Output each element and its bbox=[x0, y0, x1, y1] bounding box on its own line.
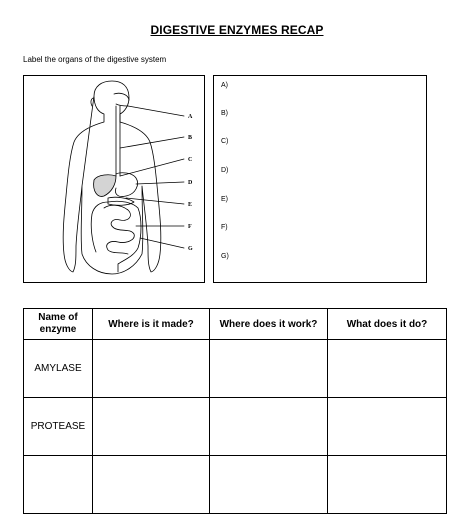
pointer-line-e bbox=[126, 198, 184, 204]
header-where-made: Where is it made? bbox=[93, 309, 210, 340]
where-works-cell[interactable] bbox=[210, 340, 328, 398]
digestive-system-diagram bbox=[23, 75, 205, 283]
pointer-letter-g: G bbox=[188, 246, 193, 252]
where-made-cell[interactable] bbox=[93, 456, 210, 514]
where-made-cell[interactable] bbox=[93, 340, 210, 398]
header-name-of-enzyme: Name of enzyme bbox=[24, 309, 93, 340]
pointer-letter-a: A bbox=[188, 114, 193, 120]
enzyme-name-cell: AMYLASE bbox=[24, 340, 93, 398]
answer-label-e: E) bbox=[221, 196, 228, 203]
pointer-letter-c: C bbox=[188, 157, 193, 163]
stomach-outline bbox=[115, 173, 137, 197]
answer-label-f: F) bbox=[221, 224, 228, 231]
where-works-cell[interactable] bbox=[210, 456, 328, 514]
table-row bbox=[24, 340, 447, 398]
large-intestine-outline bbox=[91, 201, 141, 272]
small-intestine-outline bbox=[104, 205, 134, 254]
table-header-row bbox=[24, 309, 447, 340]
answer-label-c: C) bbox=[221, 138, 229, 145]
what-does-cell[interactable] bbox=[328, 398, 447, 456]
what-does-cell[interactable] bbox=[328, 340, 447, 398]
pointer-line-g bbox=[140, 238, 184, 248]
table-row bbox=[24, 398, 447, 456]
answer-label-b: B) bbox=[221, 110, 228, 117]
enzyme-name-cell[interactable] bbox=[24, 456, 93, 514]
answer-label-d: D) bbox=[221, 167, 229, 174]
pointer-line-d bbox=[136, 182, 184, 184]
label-instruction: Label the organs of the digestive system bbox=[23, 55, 167, 64]
pointer-line-a bbox=[128, 106, 184, 116]
where-works-cell[interactable] bbox=[210, 398, 328, 456]
answer-label-a: A) bbox=[221, 82, 228, 89]
worksheet-title: DIGESTIVE ENZYMES RECAP bbox=[150, 23, 324, 37]
esophagus-outline bbox=[116, 106, 120, 176]
enzyme-table bbox=[23, 308, 447, 514]
liver-outline bbox=[94, 175, 116, 197]
pointer-letter-f: F bbox=[188, 224, 192, 230]
enzyme-name-cell: PROTEASE bbox=[24, 398, 93, 456]
pointer-letter-d: D bbox=[188, 180, 193, 186]
header-what-does: What does it do? bbox=[328, 309, 447, 340]
header-where-works: Where does it work? bbox=[210, 309, 328, 340]
pointer-line-c bbox=[120, 159, 184, 176]
pointer-line-b bbox=[120, 137, 184, 148]
table-row bbox=[24, 456, 447, 514]
pointer-letter-e: E bbox=[188, 202, 193, 208]
where-made-cell[interactable] bbox=[93, 398, 210, 456]
organ-answer-box[interactable] bbox=[213, 75, 427, 283]
pointer-letter-b: B bbox=[188, 135, 193, 141]
mouth-outline bbox=[114, 93, 129, 106]
answer-label-g: G) bbox=[221, 253, 229, 260]
what-does-cell[interactable] bbox=[328, 456, 447, 514]
